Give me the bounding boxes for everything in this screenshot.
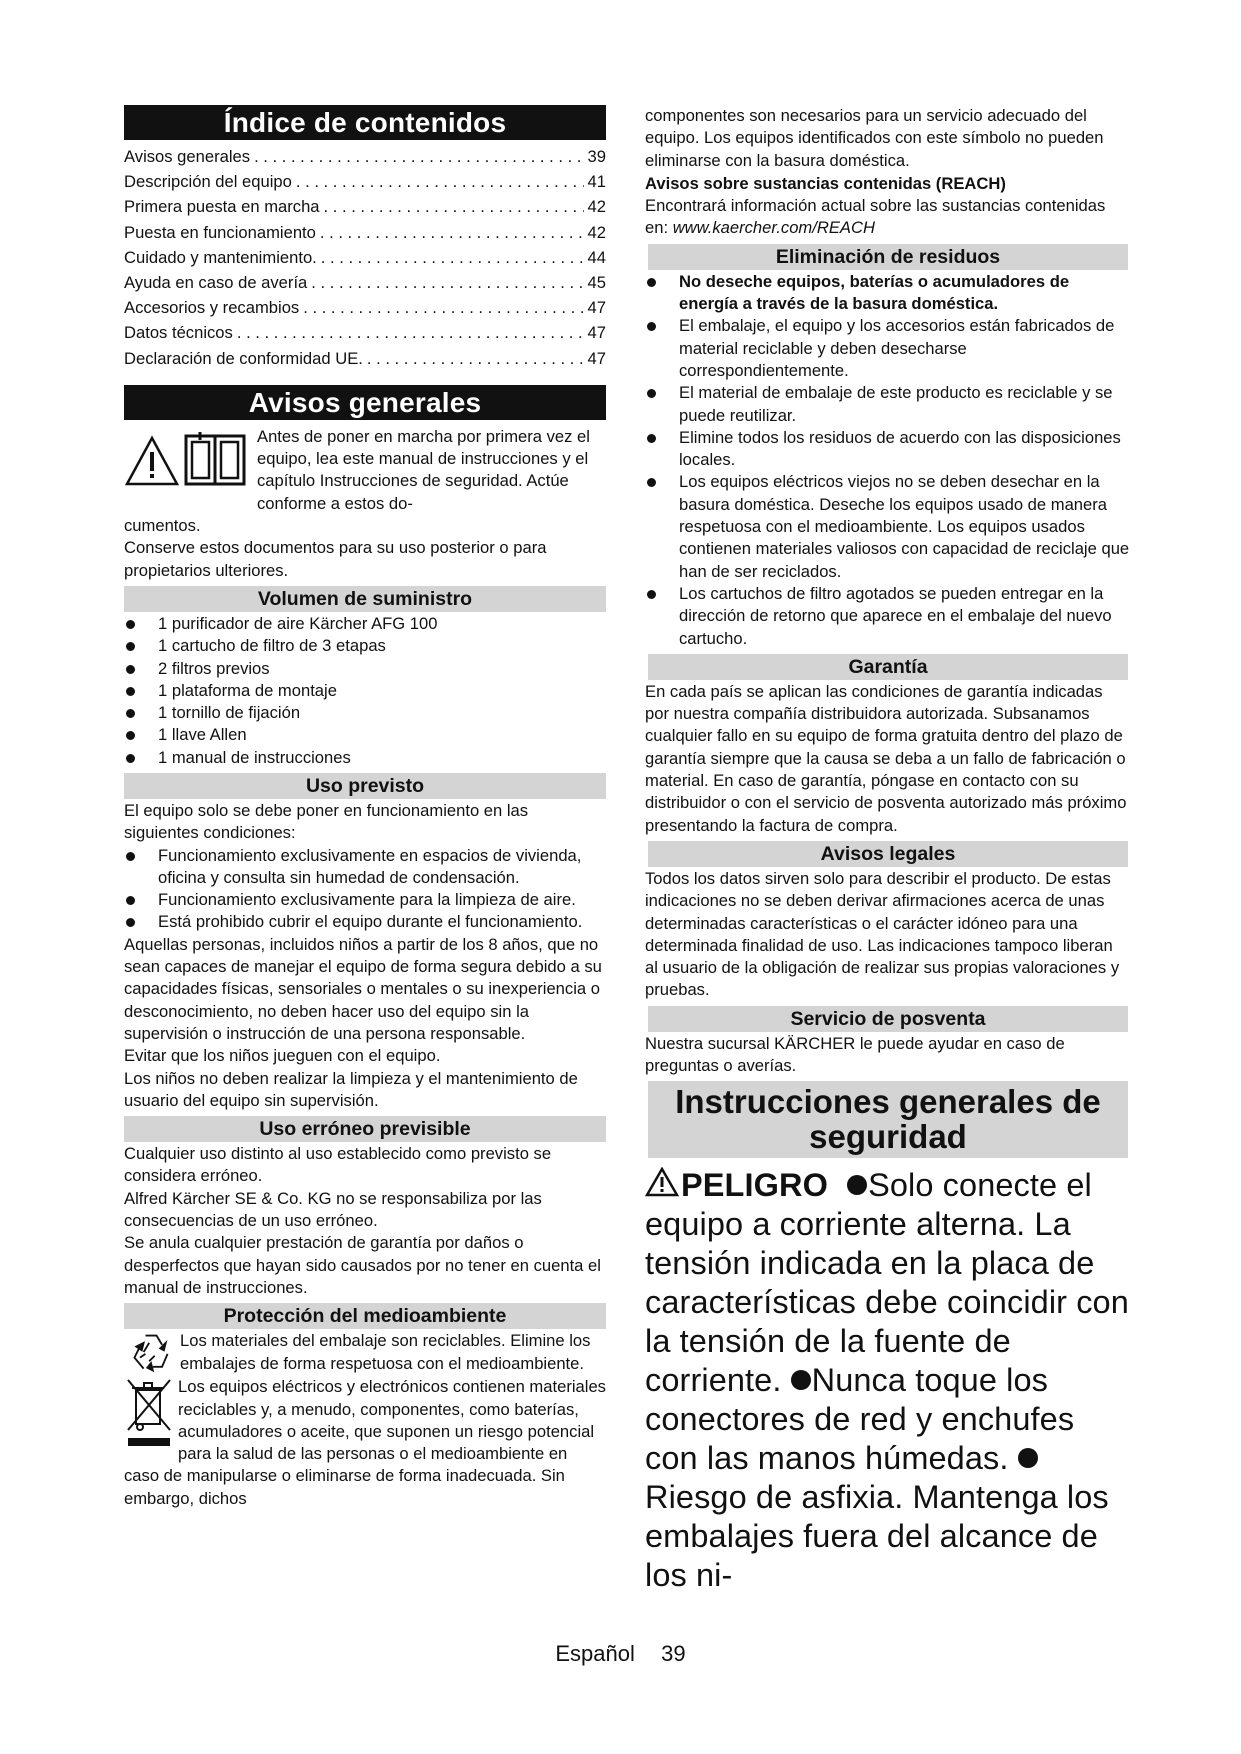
section-title-legal: Avisos legales (648, 841, 1128, 867)
environment-text: Los equipos eléctricos y electrónicos contienen materiales reciclables y, a menudo, componentes, como baterías, acumuladores o aceite, que suponen un riesgo potencial para la salud de las personas o el medioambiente en caso de manipularse o eliminarse de forma inadecuada. Sin embargo, dichos (124, 1377, 606, 1508)
service-text: Nuestra sucursal KÄRCHER le puede ayudar en caso de preguntas o averías. (645, 1033, 1065, 1075)
toc-entry[interactable]: Accesorios y recambios . . . 47 (124, 295, 606, 320)
reach-link[interactable]: www.kaercher.com/REACH (672, 218, 875, 238)
scope-list (124, 613, 606, 769)
toc-title: Índice de contenidos (124, 105, 606, 140)
bullet-icon (847, 1175, 867, 1195)
general-intro (124, 426, 606, 582)
bullet-icon (791, 1370, 811, 1390)
section-title-service: Servicio de posventa (648, 1006, 1128, 1032)
list-item: 1 plataforma de montaje (124, 680, 606, 702)
toc-entry[interactable]: Datos técnicos . . . 47 (124, 320, 606, 345)
toc-entry[interactable]: Primera puesta en marcha . . . 42 (124, 194, 606, 219)
reach-text: Encontrará información actual sobre las sustancias contenidas en: www.kaercher.com/REACH (645, 196, 1106, 238)
toc-entry[interactable]: Descripción del equipo . . . 41 (124, 169, 606, 194)
list-item: Los cartuchos de filtro agotados se pueden entregar en la dirección de retorno que aparece en el embalaje del nuevo cartucho. (645, 583, 1130, 650)
list-item: Funcionamiento exclusivamente en espacios de vivienda, oficina y consulta sin humedad de condensación. (124, 845, 606, 890)
section-title-general: Avisos generales (124, 385, 606, 420)
section-title-disposal: Eliminación de residuos (648, 244, 1128, 270)
left-column (124, 105, 606, 1510)
warning-triangle-icon (645, 1167, 679, 1197)
list-item: Los equipos eléctricos viejos no se deben desechar en la basura doméstica. Deseche los equipos usado de manera respetuosa con el medioambiente. Los equipos usados contienen materiales valiosos con capacidad de reciclaje que han de ser reciclados. (645, 471, 1130, 582)
misuse-paragraph: Cualquier uso distinto al uso establecido como previsto se considera erróneo. (124, 1144, 552, 1186)
list-item: El material de embalaje de este producto es reciclable y se puede reutilizar. (645, 382, 1130, 427)
crossed-bin-icon (124, 1376, 174, 1448)
disposal-list (645, 271, 1130, 650)
environment-recycle (124, 1330, 606, 1375)
recycle-icon (124, 1330, 178, 1376)
intended-lead: El equipo solo se debe poner en funcionamiento en las siguientes condiciones: (124, 800, 529, 843)
page-footer (0, 1641, 1241, 1667)
section-title-warranty: Garantía (648, 654, 1128, 680)
right-column (645, 105, 1130, 1595)
list-item: Elimine todos los residuos de acuerdo con las disposiciones locales. (645, 427, 1130, 472)
environment-continued-text: componentes son necesarios para un servicio adecuado del equipo. Los equipos identificados con este símbolo no pueden eliminarse con la basura doméstica. (645, 106, 1104, 170)
bullet-icon (1018, 1448, 1038, 1468)
manual-book-icon (184, 430, 246, 488)
footer-language: Español (555, 1641, 635, 1666)
list-item: El embalaje, el equipo y los accesorios están fabricados de material reciclable y deben desecharse correspondientemente. (645, 315, 1130, 382)
list-item: 1 manual de instrucciones (124, 747, 606, 769)
environment-text: Los materiales del embalaje son reciclables. Elimine los embalajes de forma respetuosa con el medioambiente. (180, 1331, 591, 1373)
keep-documents-text: Conserve estos documentos para su uso posterior o para propietarios ulteriores. (124, 538, 547, 580)
section-title-scope: Volumen de suministro (124, 586, 606, 612)
list-item: 1 cartucho de filtro de 3 etapas (124, 635, 606, 657)
warranty-text: En cada país se aplican las condiciones de garantía indicadas por nuestra compañía distribuidora autorizada. Subsanamos cualquier fallo en su equipo de forma gratuita dentro del plazo de garantía siempre que la causa se deba a un fallo de fabricación o material. En caso de garantía, póngase en contacto con su distribuidor o con el servicio de posventa autorizado más próximo presentando la factura de compra. (645, 681, 1127, 835)
intended-paragraph: Evitar que los niños jueguen con el equipo. (124, 1046, 441, 1066)
intro-icons (124, 426, 254, 496)
toc-entry[interactable]: Puesta en funcionamiento . . . 42 (124, 220, 606, 245)
list-item: 1 purificador de aire Kärcher AFG 100 (124, 613, 606, 635)
section-title-misuse: Uso erróneo previsible (124, 1116, 606, 1142)
toc-entry[interactable]: Avisos generales . . . 39 (124, 144, 606, 169)
section-title-safety: Instrucciones generales de seguridad (648, 1081, 1128, 1158)
safety-statement: Nunca toque los conectores de red y enchufes con las manos húmedas. (645, 1362, 1075, 1477)
section-title-intended-use: Uso previsto (124, 773, 606, 799)
danger-label: PELIGRO (681, 1167, 828, 1204)
misuse-paragraph: Alfred Kärcher SE & Co. KG no se responsabiliza por las consecuencias de un uso erróneo. (124, 1188, 542, 1231)
toc-list (124, 144, 606, 371)
legal-text: Todos los datos sirven solo para describir el producto. De estas indicaciones no se deben derivar afirmaciones acerca de unas determinadas características o el carácter idóneo para una determinada finalidad de uso. Las indicaciones tampoco liberan al usuario de la obligación de realizar sus propias valoraciones y pruebas. (645, 868, 1120, 1000)
intro-text-end: cumentos. (124, 516, 201, 536)
intended-list (124, 845, 606, 934)
section-title-environment: Protección del medioambiente (124, 1303, 606, 1329)
warning-triangle-icon (124, 434, 180, 490)
list-item: No deseche equipos, baterías o acumuladores de energía a través de la basura doméstica. (645, 271, 1130, 316)
safety-text (645, 1166, 1130, 1595)
safety-statement: Solo conecte el equipo a corriente alterna. La tensión indicada en la placa de características debe coincidir con la tensión de la fuente de corriente. (645, 1167, 1129, 1399)
intro-text: Antes de poner en marcha por primera vez el equipo, lea este manual de instrucciones y el capítulo Instrucciones de seguridad. Actúe conforme a estos do- (257, 426, 590, 513)
safety-statement: Riesgo de asfixia. Mantenga los embalajes fuera del alcance de los ni- (645, 1479, 1109, 1594)
toc-entry[interactable]: Declaración de conformidad UE. . . . 47 (124, 346, 606, 371)
list-item: Está prohibido cubrir el equipo durante el funcionamiento. (124, 911, 606, 933)
misuse-paragraph: Se anula cualquier prestación de garantía por daños o desperfectos que hayan sido causados por no tener en cuenta el manual de instrucciones. (124, 1233, 601, 1297)
toc-entry[interactable]: Cuidado y mantenimiento. . . . 44 (124, 245, 606, 270)
environment-weee (124, 1376, 606, 1510)
page-number: 39 (661, 1641, 686, 1666)
intended-paragraph: Los niños no deben realizar la limpieza y el mantenimiento de usuario del equipo sin supervisión. (124, 1068, 578, 1110)
list-item: 2 filtros previos (124, 658, 606, 680)
list-item: 1 tornillo de fijación (124, 702, 606, 724)
list-item: Funcionamiento exclusivamente para la limpieza de aire. (124, 889, 606, 911)
reach-heading: Avisos sobre sustancias contenidas (REACH) (645, 173, 1006, 193)
list-item: 1 llave Allen (124, 724, 606, 746)
toc-entry[interactable]: Ayuda en caso de avería . . . 45 (124, 270, 606, 295)
intended-paragraph: Aquellas personas, incluidos niños a partir de los 8 años, que no sean capaces de manejar el equipo de forma segura debido a su capacidades físicas, sensoriales o mentales o su inexperiencia o desconocimiento, no deben hacer uso del equipo sin la supervisión o instrucción de una persona responsable. (124, 934, 602, 1043)
